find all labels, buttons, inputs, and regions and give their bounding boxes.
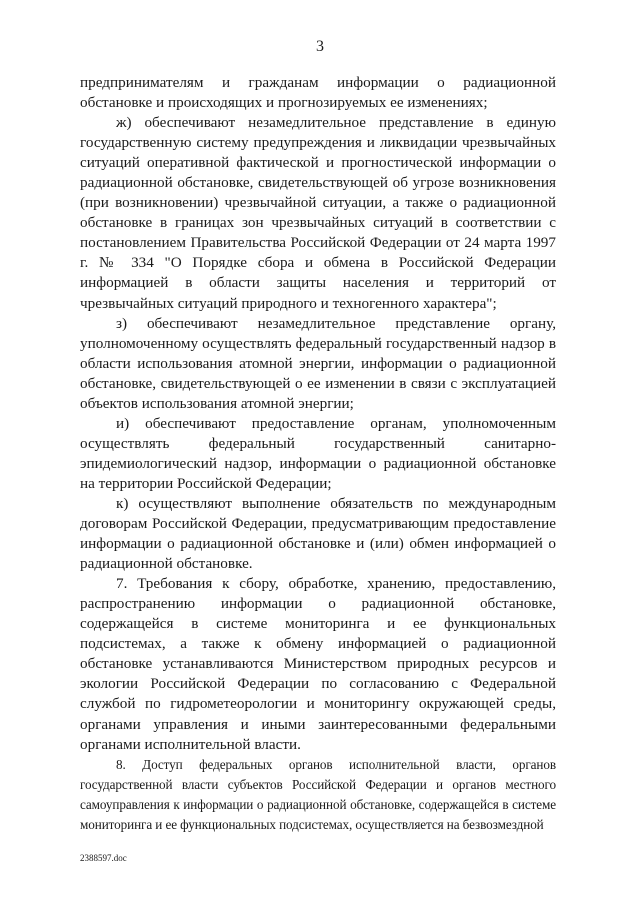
paragraph-7: 7. Требования к сбору, обработке, хранению, предоставлению, распространению информации о радиационной обстановке, содержащейся в системе мониторинга и ее функциональных подсистемах, а также к обмену информацией о радиационной обстановке устанавливаются Министерством природных ресурсов и экологии Российской Федерации по согласованию с Федеральной службой по гидрометеорологии и мониторингу окружающей среды, органами управления и иными заинтересованными федеральными органами исполнительной власти. [80, 575, 556, 753]
document-body [80, 73, 556, 835]
footer-filename: 2388597.doc [80, 853, 127, 863]
paragraph-8: 8. Доступ федеральных органов исполнительной власти, органов государственной власти субъектов Российской Федерации и органов местного самоуправления к информации о радиационной обстановке, содержащейся в системе мониторинга и ее функциональных подсистемах, осуществляется на безвозмездной [80, 756, 556, 832]
paragraph-item-zh: ж) обеспечивают незамедлительное представление в единую государственную систему предупреждения и ликвидации чрезвычайных ситуаций оперативной фактической и прогностической информации о радиационной обстановке, свидетельствующей об угрозе возникновения (при возникновении) чрезвычайной ситуации, а также о радиационной обстановке в границах зон чрезвычайных ситуаций в соответствии с постановлением Правительства Российской Федерации от 24 марта 1997 г. № 334 "О Порядке сбора и обмена в Российской Федерации информацией в области защиты населения и территорий от чрезвычайных ситуаций природного и техногенного характера"; [80, 114, 556, 312]
paragraph-continuation: предпринимателям и гражданам информации о радиационной обстановке и происходящих и прогнозируемых ее изменениях; [80, 74, 556, 112]
page-number: 3 [316, 38, 324, 55]
paragraph-item-i: и) обеспечивают предоставление органам, уполномоченным осуществлять федеральный государственный санитарно-эпидемиологический надзор, информации о радиационной обстановке на территории Российской Федерации; [80, 414, 556, 492]
paragraph-item-z: з) обеспечивают незамедлительное представление органу, уполномоченному осуществлять федеральный государственный надзор в области использования атомной энергии, информации о радиационной обстановке, свидетельствующей о ее изменении в связи с эксплуатацией объектов использования атомной энергии; [80, 314, 556, 412]
paragraph-item-k: к) осуществляют выполнение обязательств по международным договорам Российской Федерации, предусматривающим предоставление информации о радиационной обстановке и (или) обмен информацией о радиационной обстановке. [80, 494, 556, 573]
